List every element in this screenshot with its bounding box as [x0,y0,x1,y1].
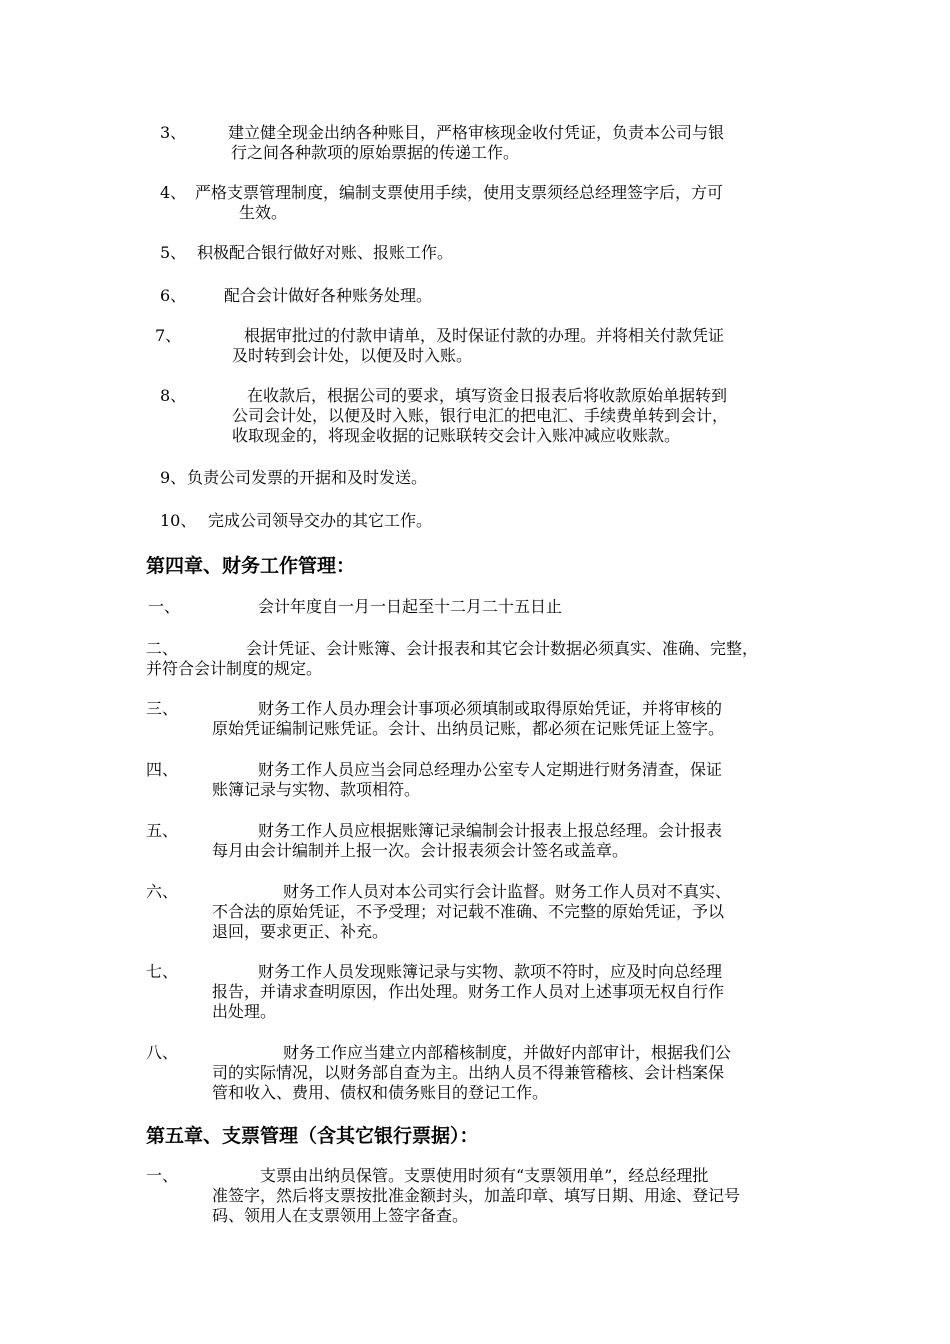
item-text: 财务工作人员应根据账簿记录编制会计报表上报总经理。会计报表 [258,821,723,840]
item-number: 4、 [160,183,187,202]
item-number: 3、 [160,123,187,142]
item-number: 5、 [160,243,187,262]
item-number: 一、 [146,1166,179,1185]
item-text-continued: 原始凭证编制记账凭证。会计、出纳员记账，都必须在记账凭证上签字。 [212,719,725,738]
item-number: 7、 [155,326,182,345]
item-number: 9、 [160,468,187,487]
chapter-4-heading: 第四章、财务工作管理： [146,555,356,577]
chapter-5-heading: 第五章、支票管理（含其它银行票据）： [146,1125,479,1147]
item-text: 建立健全现金出纳各种账目，严格审核现金收付凭证，负责本公司与银 [228,123,725,142]
item-number: 8、 [160,386,187,405]
item-text-continued: 及时转到会计处，以便及时入账。 [232,346,473,365]
item-text: 支票由出纳员保管。支票使用时须有“支票领用单”，经总经理批 [260,1166,709,1185]
item-text: 负责公司发票的开据和及时发送。 [187,468,428,487]
item-text: 会计凭证、会计账簿、会计报表和其它会计数据必须真实、准确、完整， [246,639,759,658]
item-text-continued: 不合法的原始凭证，不予受理；对记载不准确、不完整的原始凭证，予以 [212,902,725,921]
item-number: 四、 [146,760,179,779]
item-text-continued: 司的实际情况，以财务部自查为主。出纳人员不得兼管稽核、会计档案保 [212,1063,725,1082]
item-text: 财务工作人员办理会计事项必须填制或取得原始凭证，并将审核的 [258,699,723,718]
item-text: 完成公司领导交办的其它工作。 [208,511,433,530]
item-text-continued: 管和收入、费用、债权和债务账目的登记工作。 [212,1083,549,1102]
item-number: 三、 [146,699,179,718]
item-text: 严格支票管理制度，编制支票使用手续，使用支票须经总经理签字后，方可 [195,183,724,202]
item-text: 财务工作人员发现账簿记录与实物、款项不符时，应及时向总经理 [258,962,723,981]
item-text-continued: 报告，并请求查明原因，作出处理。财务工作人员对上述事项无权自行作 [212,982,725,1001]
item-number: 七、 [146,962,179,981]
item-text: 财务工作人员应当会同总经理办公室专人定期进行财务清查，保证 [258,760,723,779]
item-text: 财务工作人员对本公司实行会计监督。财务工作人员对不真实、 [283,882,732,901]
item-number: 10、 [160,511,197,530]
item-text-continued: 准签字，然后将支票按批准金额封头，加盖印章、填写日期、用途、登记号 [212,1186,741,1205]
item-text: 会计年度自一月一日起至十二月二十五日止 [258,597,563,616]
item-text-continued: 出处理。 [212,1002,277,1021]
item-number: 六、 [146,882,179,901]
item-text-continued: 生效。 [239,203,288,222]
item-text-continued: 码、领用人在支票领用上签字备查。 [212,1206,469,1225]
item-text-continued: 行之间各种款项的原始票据的传递工作。 [231,143,520,162]
item-text-continued: 账簿记录与实物、款项相符。 [212,780,421,799]
item-text: 配合会计做好各种账务处理。 [224,286,433,305]
item-number: 二、 [146,639,179,658]
item-number: 6、 [160,286,187,305]
item-text-continued: 公司会计处，以便及时入账，银行电汇的把电汇、手续费单转到会计， [232,406,729,425]
item-number: 五、 [146,821,179,840]
item-text-continued: 每月由会计编制并上报一次。会计报表须会计签名或盖章。 [212,841,629,860]
item-text-continued: 并符合会计制度的规定。 [146,659,323,678]
item-text-continued: 收取现金的，将现金收据的记账联转交会计入账冲减应收账款。 [232,426,681,445]
item-number: 一、 [148,597,181,616]
item-text: 根据审批过的付款申请单，及时保证付款的办理。并将相关付款凭证 [244,326,725,345]
item-text: 在收款后，根据公司的要求，填写资金日报表后将收款原始单据转到 [247,386,728,405]
item-text-continued: 退回，要求更正、补充。 [212,922,389,941]
item-number: 八、 [146,1043,179,1062]
item-text: 积极配合银行做好对账、报账工作。 [197,243,454,262]
item-text: 财务工作应当建立内部稽核制度，并做好内部审计，根据我们公 [283,1043,732,1062]
